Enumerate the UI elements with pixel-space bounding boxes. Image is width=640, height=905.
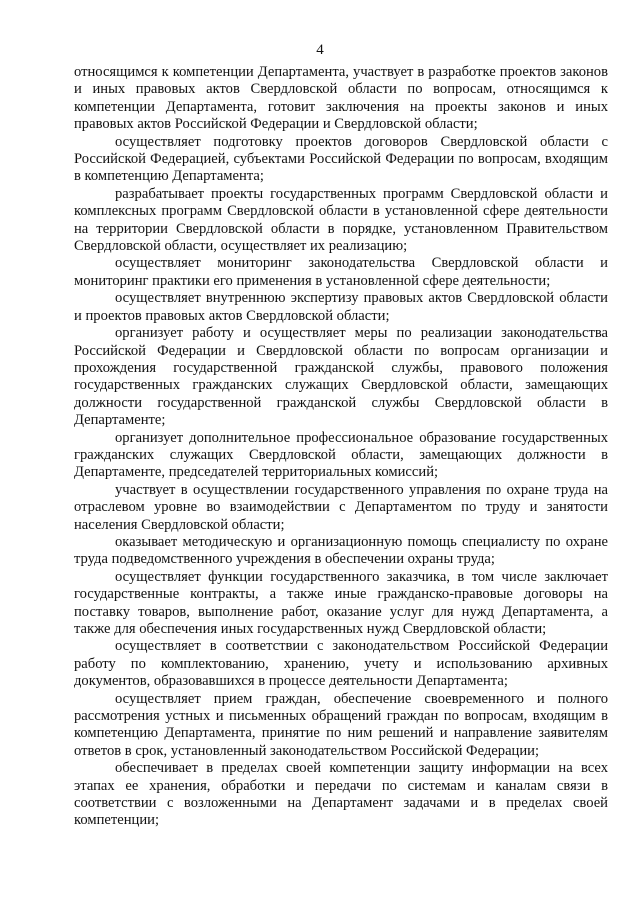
paragraph: относящимся к компетенции Департамента, участвует в разработке проектов законов и иных правовых актов Свердловской области по вопросам, относящимся к компетенции Департамента, готовит заключения на проекты законов и иных правовых актов Российской Федерации и Свердловской области; xyxy=(74,64,608,133)
paragraph: участвует в осуществлении государственного управления по охране труда на отраслевом уровне во взаимодействии с Департаментом по труду и занятости населения Свердловской области; xyxy=(74,481,608,533)
paragraph: осуществляет функции государственного заказчика, в том числе заключает государственные контракты, а также иные гражданско-правовые договоры на поставку товаров, выполнение работ, оказание услуг для нужд Департамента, а также для обеспечения иных государственных нужд Свердловской области; xyxy=(74,568,608,637)
paragraph: организует дополнительное профессиональное образование государственных гражданских служащих Свердловской области, замещающих должности в Департаменте, председателей территориальных комиссий; xyxy=(74,429,608,481)
paragraph: осуществляет подготовку проектов договоров Свердловской области с Российской Федерацией, субъектами Российской Федерации по вопросам, входящим в компетенцию Департамента; xyxy=(74,133,608,185)
document-body xyxy=(74,64,608,830)
paragraph: осуществляет внутреннюю экспертизу правовых актов Свердловской области и проектов правовых актов Свердловской области; xyxy=(74,290,608,324)
paragraph: осуществляет в соответствии с законодательством Российской Федерации работу по комплектованию, хранению, учету и использованию архивных документов, образовавшихся в процессе деятельности Департамента; xyxy=(74,638,608,690)
paragraph: обеспечивает в пределах своей компетенции защиту информации на всех этапах ее хранения, обработки и передачи по системам и каналам связи в соответствии с возложенными на Департамент задачами и в пределах своей компетенции; xyxy=(74,760,608,829)
paragraph: осуществляет прием граждан, обеспечение своевременного и полного рассмотрения устных и письменных обращений граждан по вопросам, входящим в компетенцию Департамента, принятие по ним решений и направление заявителям ответов в срок, установленный законодательством Российской Федерации; xyxy=(74,690,608,759)
page-number: 4 xyxy=(316,42,324,58)
paragraph: организует работу и осуществляет меры по реализации законодательства Российской Федерации и Свердловской области по вопросам организации и прохождения государственной гражданской службы, правового положения государственных гражданских служащих Свердловской области, замещающих должности государственной гражданской службы Свердловской области в Департаменте; xyxy=(74,325,608,429)
paragraph: оказывает методическую и организационную помощь специалисту по охране труда подведомственного учреждения в обеспечении охраны труда; xyxy=(74,533,608,568)
paragraph: осуществляет мониторинг законодательства Свердловской области и мониторинг практики его применения в установленной сфере деятельности; xyxy=(74,255,608,289)
paragraph: разрабатывает проекты государственных программ Свердловской области и комплексных программ Свердловской области в установленной сфере деятельности на территории Свердловской области в порядке, установленном Правительством Свердловской области, осуществляет их реализацию; xyxy=(74,185,608,255)
